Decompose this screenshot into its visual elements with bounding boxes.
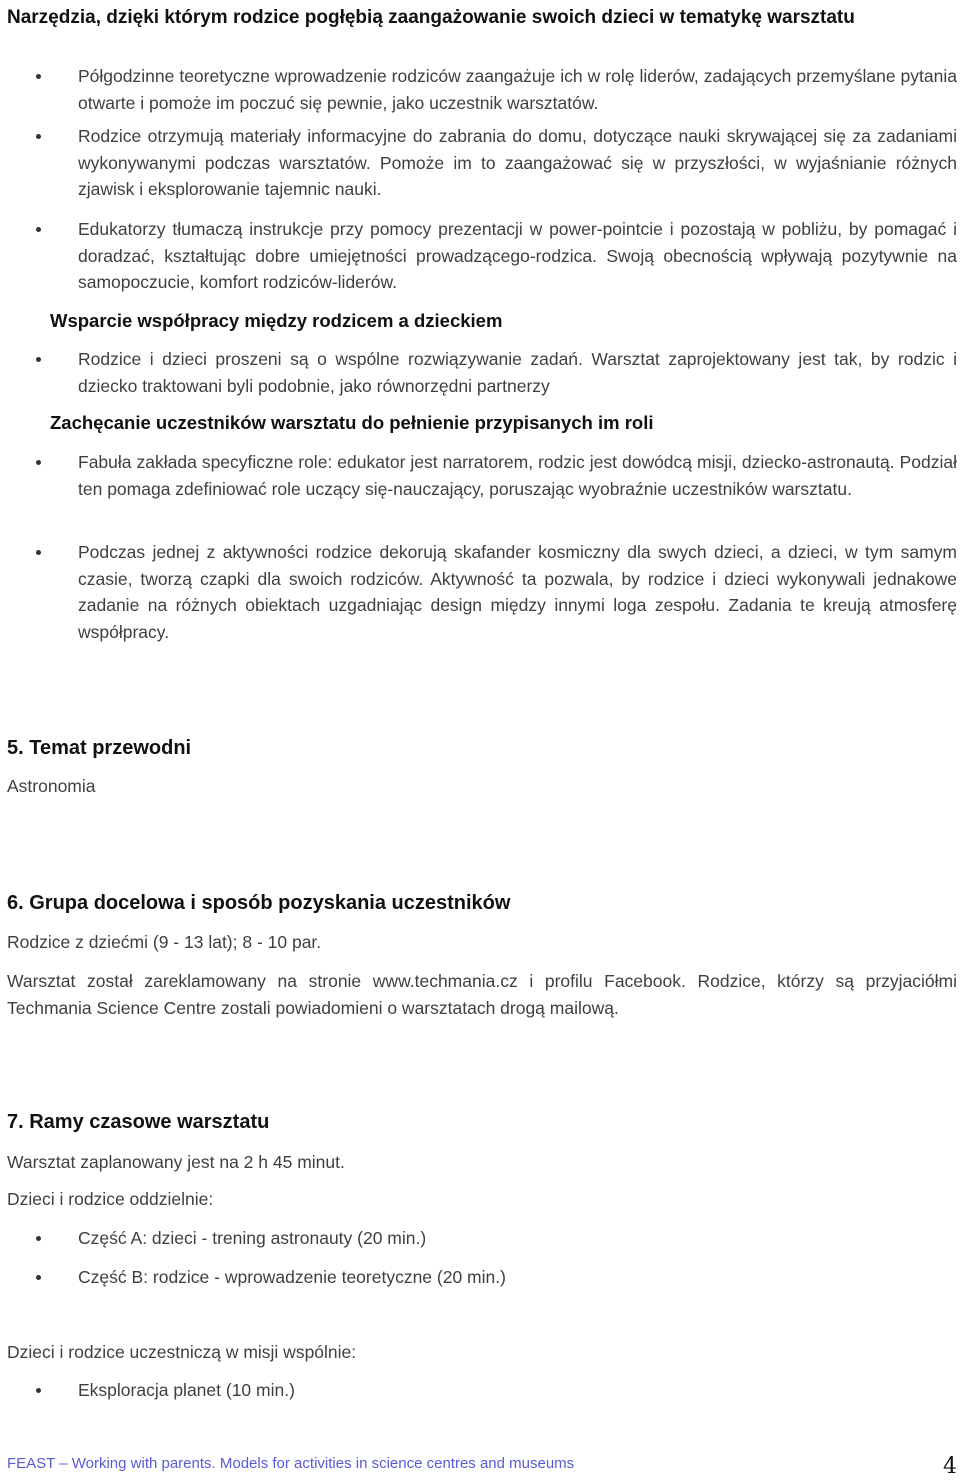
section-6-p1: Rodzice z dziećmi (9 - 13 lat); 8 - 10 par. [7,932,322,952]
list-item [36,216,957,296]
section-5-text: Astronomia [7,776,96,796]
list-item [36,449,957,502]
section-6-heading: 6. Grupa docelowa i sposób pozyskania uczestników [7,892,511,914]
list-item [36,346,957,399]
list-item [36,63,957,116]
list-item-text: Fabuła zakłada specyficzne role: edukator jest narratorem, rodzic jest dowódcą misji, dziecko-astronautą. Podział ten pomaga zdefiniować role uczący się-nauczający, poruszając wyobraźnie uczestników warsztatu. [78,452,957,499]
list-item [36,123,957,203]
section-heading-roles: Zachęcanie uczestników warsztatu do pełnienie przypisanych im roli [50,412,654,433]
section-7-p2: Dzieci i rodzice oddzielnie: [7,1189,214,1209]
list-item-text: Podczas jednej z aktywności rodzice dekorują skafander kosmiczny dla swych dzieci, a dzieci, w tym samym czasie, tworzą czapki dla swoich rodziców. Aktywność ta pozwala, by rodzice i dzieci wykonywali jednakowe zadanie na różnych obiektach uzgadniając design między innymi loga zespołu. Zadania te kreują atmosferę współpracy. [78,542,957,642]
page-number: 4 [943,1454,957,1479]
list-item-text: Rodzice otrzymują materiały informacyjne do zabrania do domu, dotyczące nauki skrywającej się za zadaniami wykonywanymi podczas warsztatów. Pomoże im to zaangażować się w przyszłości, w wyjaśnianie różnych zjawisk i eksplorowanie tajemnic nauki. [78,126,957,199]
section-heading-tools: Narzędzia, dzięki którym rodzice pogłębią zaangażowanie swoich dzieci w tematykę warsztatu [7,7,855,28]
list-item-text: Edukatorzy tłumaczą instrukcje przy pomocy prezentacji w power-pointcie i pozostają w pobliżu, by pomagać i doradzać, kształtując dobre umiejętności prowadzącego-rodzica. Swoją obecnością wpływają pozytywnie na samopoczucie, komfort rodziców-liderów. [78,219,957,292]
bullet-icon [36,1236,41,1241]
section-7-heading: 7. Ramy czasowe warsztatu [7,1111,270,1133]
section-heading-cooperation: Wsparcie współpracy między rodzicem a dzieckiem [50,310,503,331]
bullet-icon [36,134,41,139]
bullet-icon [36,550,41,555]
list-item [36,1225,957,1252]
bullet-icon [36,1275,41,1280]
list-item [36,1264,957,1291]
bullet-icon [36,460,41,465]
footer-text: FEAST – Working with parents. Models for activities in science centres and museums [7,1455,575,1472]
bullet-icon [36,1388,41,1393]
list-item-text: Część A: dzieci - trening astronauty (20 min.) [78,1228,427,1248]
bullet-icon [36,227,41,232]
bullet-icon [36,357,41,362]
list-item-text: Eksploracja planet (10 min.) [78,1380,295,1400]
section-6-p2: Warsztat został zareklamowany na stronie www.techmania.cz i profilu Facebook. Rodzice, którzy są przyjaciółmi Techmania Science Centre zostali powiadomieni o warsztatach drogą mailową. [7,971,957,1018]
list-item [36,539,957,645]
list-item-text: Półgodzinne teoretyczne wprowadzenie rodziców zaangażuje ich w rolę liderów, zadających przemyślane pytania otwarte i pomoże im poczuć się pewnie, jako uczestnik warsztatów. [78,66,957,113]
section-7-p3: Dzieci i rodzice uczestniczą w misji wspólnie: [7,1342,357,1362]
section-7-p1: Warsztat zaplanowany jest na 2 h 45 minut. [7,1152,345,1172]
list-item [36,1377,957,1404]
list-item-text: Rodzice i dzieci proszeni są o wspólne rozwiązywanie zadań. Warsztat zaprojektowany jest tak, by rodzic i dziecko traktowani byli podobnie, jako równorzędni partnerzy [78,349,957,396]
section-5-heading: 5. Temat przewodni [7,737,192,759]
list-item-text: Część B: rodzice - wprowadzenie teoretyczne (20 min.) [78,1267,506,1287]
bullet-icon [36,74,41,79]
